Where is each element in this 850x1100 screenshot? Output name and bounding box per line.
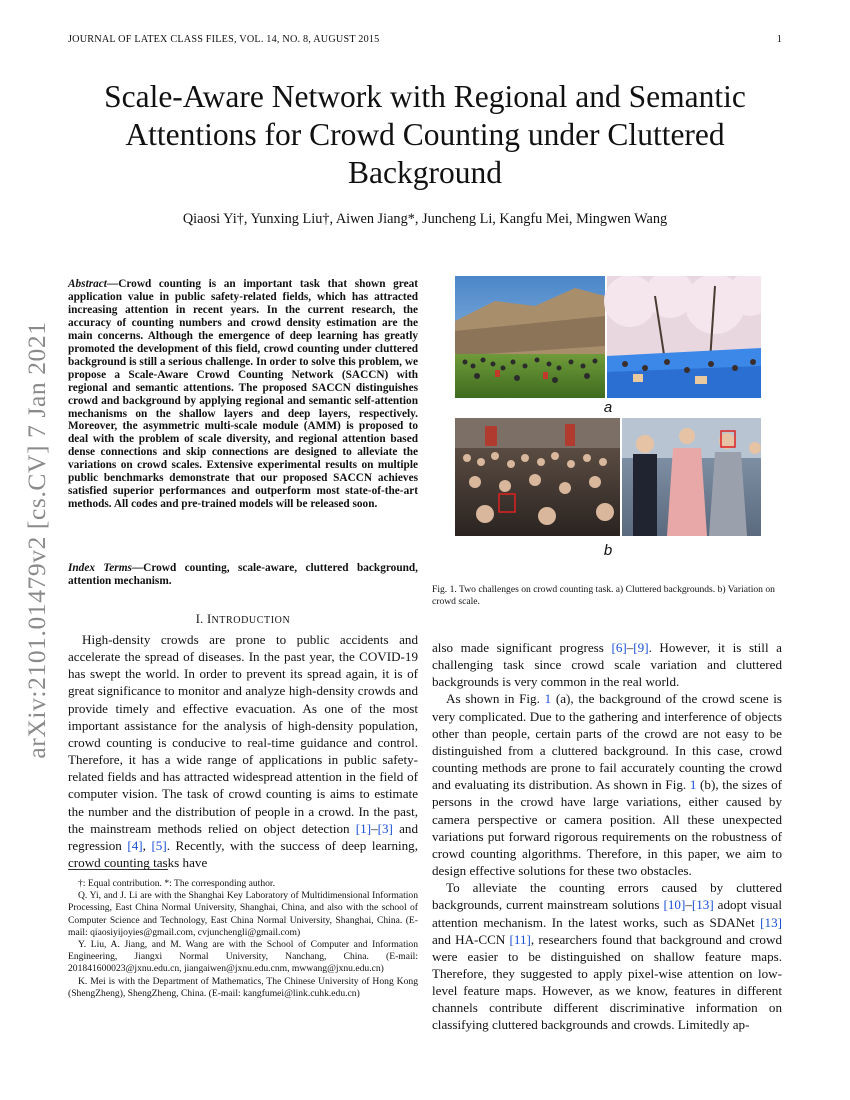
arxiv-stamp-text: arXiv:2101.01479v2 [cs.CV] 7 Jan 2021 bbox=[22, 321, 51, 759]
figure-reference-link[interactable]: 1 bbox=[689, 777, 697, 793]
paper-title: Scale-Aware Network with Regional and Semantic Attentions for Crowd Counting under Cluttered Background bbox=[104, 79, 746, 190]
text-run: adopt visual attention mechanism. In the latest works, such as SDANet bbox=[432, 897, 782, 930]
text-run: As shown in Fig. bbox=[446, 691, 545, 707]
text-run: – bbox=[685, 897, 692, 913]
citation-link[interactable]: [4] bbox=[127, 837, 143, 853]
text-run: and HA-CCN bbox=[432, 931, 510, 947]
figure-label-b: b bbox=[603, 542, 613, 559]
citation-link[interactable]: [10] bbox=[663, 897, 686, 913]
footnote-affiliation-2: Y. Liu, A. Jiang, and M. Wang are with the School of Computer and Information Engineering, Jiangxi Normal University, Nanchang, China. (E-mail: 201841600023@jxnu.edu.cn, jiangaiwen@jxnu.edu.cnm, mwwang@jxnu.edu.cn) bbox=[68, 939, 418, 975]
photo-a-right bbox=[604, 276, 761, 398]
text-run: and regression bbox=[68, 820, 419, 853]
text-run: (a), the background of the crowd scene is very complicated. Due to the gathering and interference of objects other than people, certain parts of the crowd are not easy to be distinguished from a cluttered background. In this case, crowd counting methods are prone to fail accurately counting the crowd and evaluating its distribution. As shown in Fig. bbox=[432, 691, 782, 793]
text-run: (b), the sizes of persons in the crowd have large variations, either caused by camera perspective or camera position. All these unexpected variations put forward rigorous requirements on the robustness of crowd counting algorithms. Therefore, in this paper, we aim to design effective solutions for these two obstacles. bbox=[432, 777, 782, 879]
text-run: , bbox=[142, 837, 152, 853]
text-run: . However, it is still a challenging task since crowd scale variation and cluttered backgrounds is very common in the real world. bbox=[432, 640, 782, 690]
figure-caption: Fig. 1. Two challenges on crowd counting task. a) Cluttered backgrounds. b) Variation on crowd scale. bbox=[432, 584, 775, 608]
citation-link[interactable]: [9] bbox=[633, 640, 649, 655]
citation-link[interactable]: [1] bbox=[355, 820, 372, 836]
citation-link[interactable]: [11] bbox=[509, 931, 531, 947]
text-run: To alleviate the counting errors caused by cluttered backgrounds, current mainstream solutions bbox=[432, 880, 782, 913]
intro-paragraph-continued bbox=[432, 639, 782, 690]
text-run: – bbox=[371, 820, 378, 836]
citation-link[interactable]: [5] bbox=[151, 837, 167, 853]
abstract-label: Abstract bbox=[68, 278, 107, 290]
running-header bbox=[68, 34, 782, 45]
text-run: . Recently, with the success of deep learning, crowd counting tasks have bbox=[68, 837, 418, 871]
figure-label-a: a bbox=[603, 399, 613, 416]
section-heading bbox=[68, 612, 418, 627]
citation-link[interactable]: [6] bbox=[611, 640, 627, 655]
journal-name: JOURNAL OF LATEX CLASS FILES, VOL. 14, NO. 8, AUGUST 2015 bbox=[68, 34, 380, 45]
intro-left-column bbox=[68, 631, 418, 871]
intro-right-column bbox=[432, 639, 782, 1034]
abstract bbox=[68, 278, 418, 511]
intro-paragraph-3 bbox=[432, 879, 782, 1033]
photo-b-left bbox=[455, 418, 620, 536]
photo-a-left bbox=[455, 276, 605, 398]
section-numeral: I. bbox=[195, 612, 208, 626]
citation-link[interactable]: [13] bbox=[691, 897, 714, 913]
arxiv-stamp bbox=[6, 300, 68, 780]
page-number: 1 bbox=[776, 34, 782, 45]
figure-reference-link[interactable]: 1 bbox=[544, 691, 552, 707]
figure-1 bbox=[455, 276, 761, 560]
abstract-text: —Crowd counting is an important task that shown great application value in public safety-related fields, which has attracted increasing attention in recent years. In the current research, the accuracy of counting numbers and crowd density estimation are the main concerns. Although the emergence of deep learning has greatly promoted the development of this field, crowd counting under cluttered background is still a serious challenge. In order to solve this problem, we propose a Scale-Aware Crowd Counting Network (SACCN) with regional and semantic attentions. The proposed SACCN distinguishes crowd and background by applying regional and semantic self-attention mechanisms on the shallow layers and deep layers, respectively. Moreover, the asymmetric multi-scale module (AMM) is proposed to deal with the problem of scale diversity, and regional attention based dense connections and skip connections are designed to alleviate the variations on crowd scales. Extensive experimental results on multiple public benchmarks demonstrate that our proposed SACCN achieves satisfied superior performances and outperform most state-of-the-art methods. All codes and pre-trained models will be released soon. bbox=[68, 278, 418, 511]
footnote-affiliation-3: K. Mei is with the Department of Mathematics, The Chinese University of Hong Kong (ShengZheng), ShengZheng, China. (E-mail: kangfumei@link.cuhk.edu.cn) bbox=[68, 975, 418, 999]
section-name-rest: NTRODUCTION bbox=[211, 615, 291, 626]
footnote-affiliation-1: Q. Yi, and J. Li are with the Shanghai Key Laboratory of Multidimensional Information Processing, East China Normal University, Shanghai, China, and also with the school of Computer Science and Technology, East China Normal University, Shanghai, China. (E-mail: qiaosiyijoyies@gmail.com, cvjunchengli@gmail.com) bbox=[68, 890, 418, 938]
citation-link[interactable]: [13] bbox=[760, 914, 782, 930]
index-terms-label: Index Terms bbox=[68, 562, 132, 574]
index-terms-text: —Crowd counting, scale-aware, cluttered background, attention mechanism. bbox=[68, 562, 418, 587]
footnotes bbox=[68, 878, 418, 1000]
text-run: High-density crowds are prone to public accidents and accelerate the spread of diseases. In the past year, the COVID-19 has swept the world. In order to prevent its spread again, it is of great significance to monitor and analyze high-density crowds and provide timely and effective evacuation. As one of the most important assistance for the analysis of high-density population, crowd counting is conducive to real-time guidance and control. Therefore, it has a wide range of applications in public safety-related fields and has attracted widespread attention in the field of computer vision. The task of crowd counting is aims to estimate the number and the distribution of people in a crowd. In the past, the mainstream methods relied on object detection bbox=[68, 632, 418, 836]
text-run: , researchers found that background and crowd were easier to be distinguished on shallow feature maps. Therefore, they suggested to apply pixel-wise attention on low-level feature maps. However, as we know, features in different channels contribute different discriminative information on classifying cluttered backgrounds and crowds. Limitedly ap- bbox=[432, 931, 782, 1033]
index-terms bbox=[68, 562, 418, 588]
intro-paragraph-1 bbox=[68, 631, 418, 871]
footnote-equal-contribution: †: Equal contribution. *: The corresponding author. bbox=[78, 878, 275, 889]
section-first-letter: I bbox=[207, 612, 212, 626]
footnote-rule bbox=[68, 869, 168, 870]
citation-link[interactable]: [3] bbox=[377, 820, 393, 836]
text-run: – bbox=[626, 640, 634, 655]
intro-paragraph-2 bbox=[432, 690, 782, 879]
text-run: also made significant progress bbox=[432, 640, 612, 655]
photo-b-right bbox=[622, 418, 761, 536]
author-list: Qiaosi Yi†, Yunxing Liu†, Aiwen Jiang*, Juncheng Li, Kangfu Mei, Mingwen Wang bbox=[182, 211, 668, 227]
